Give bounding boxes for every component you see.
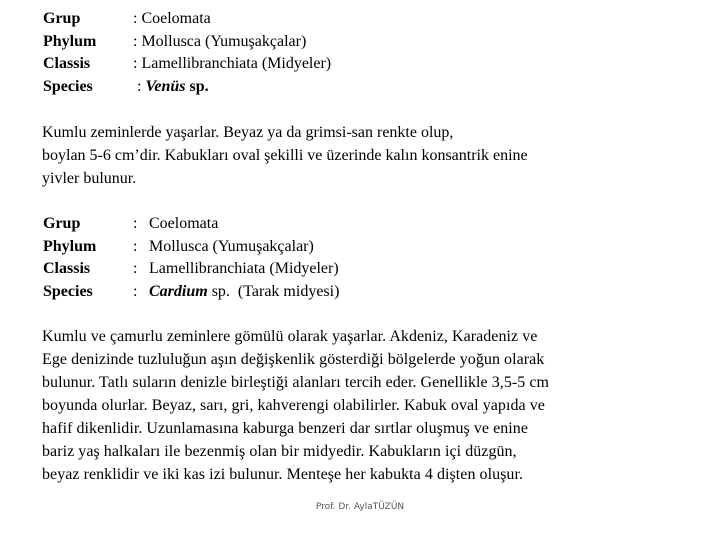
taxonomy-label: Grup	[43, 215, 81, 232]
taxonomy-label: Classis	[43, 260, 91, 278]
taxonomy-value: : Coelomata	[133, 10, 211, 27]
taxonomy-value: : Lamellibranchiata (Midyeler)	[133, 55, 332, 73]
taxonomy-row-species	[43, 281, 339, 304]
text-line: Kumlu ve çamurlu zeminlere gömülü olarak yaşarlar. Akdeniz, Karadeniz ve	[42, 328, 538, 345]
taxonomy-row-grup	[43, 213, 339, 236]
taxonomy-label: Phylum	[43, 32, 97, 50]
description-cardium	[42, 325, 549, 486]
species-prefix: :	[133, 77, 146, 95]
text-line: hafif dikenlidir. Uzunlamasına kaburga benzeri dar sırtlar oluşmuş ve enine	[42, 420, 528, 437]
text-line: bulunur. Tatlı suların denizle birleştiği alanları tercih eder. Genellikle 3,5-5 cm	[42, 374, 550, 391]
text-line: boylan 5-6 cm’dir. Kabukları oval şekilli ve üzerinde kalın konsantrik enine	[42, 147, 528, 164]
description-venus	[42, 121, 528, 190]
taxonomy-label: Classis	[43, 55, 91, 73]
text-line: yivler bulunur.	[42, 170, 137, 187]
taxonomy-separator: :	[133, 260, 138, 278]
taxonomy-row-species	[43, 76, 331, 99]
taxonomy-value: : Mollusca (Yumuşakçalar)	[133, 32, 307, 50]
taxonomy-row-classis	[43, 53, 331, 76]
taxonomy-separator: :	[133, 215, 138, 232]
taxonomy-separator: :	[133, 237, 138, 255]
text-line: Kumlu zeminlerde yaşarlar. Beyaz ya da grimsi-san renkte olup,	[42, 124, 454, 141]
footer-author: Prof. Dr. AylaTÜZÜN	[315, 502, 405, 512]
taxonomy-value	[133, 76, 209, 99]
taxonomy-value: Mollusca (Yumuşakçalar)	[149, 237, 314, 255]
taxonomy-row-grup	[43, 8, 331, 31]
taxonomy-block-venus	[43, 8, 331, 98]
taxonomy-label: Phylum	[43, 237, 97, 255]
taxonomy-row-phylum	[43, 31, 331, 54]
text-line: boyunda olurlar. Beyaz, sarı, gri, kahverengi olabilirler. Kabuk oval yapıda ve	[42, 397, 545, 414]
taxonomy-block-cardium	[43, 213, 339, 303]
species-genus: Venüs	[145, 77, 186, 95]
taxonomy-row-classis	[43, 258, 339, 281]
species-genus: Cardium	[149, 282, 208, 300]
taxonomy-value: Coelomata	[149, 215, 219, 232]
text-line: beyaz renklidir ve iki kas izi bulunur. Menteşe her kabukta 4 dişten oluşur.	[42, 466, 524, 483]
text-line: bariz yaş halkaları ile bezenmiş olan bir midyedir. Kabukların içi düzgün,	[42, 443, 517, 460]
taxonomy-separator: :	[133, 282, 138, 300]
taxonomy-row-phylum	[43, 236, 339, 259]
species-suffix: sp.	[185, 77, 209, 95]
taxonomy-label: Species	[43, 282, 93, 300]
taxonomy-label: Grup	[43, 10, 81, 27]
text-line: Ege denizinde tuzluluğun aşın değişkenlik gösterdiği bölgelerde yoğun olarak	[42, 351, 545, 368]
taxonomy-label: Species	[43, 77, 93, 95]
species-suffix: sp. (Tarak midyesi)	[207, 282, 340, 300]
taxonomy-value: Lamellibranchiata (Midyeler)	[149, 260, 339, 278]
taxonomy-value	[149, 281, 339, 304]
